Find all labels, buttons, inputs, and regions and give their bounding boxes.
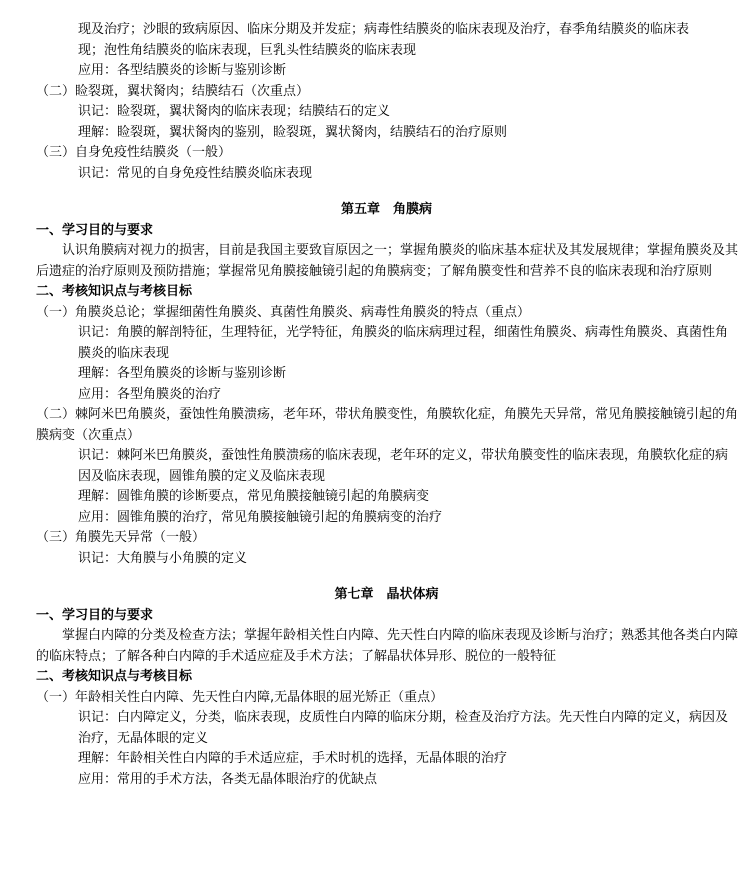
item-heading: （一）年龄相关性白内障、先天性白内障,无晶体眼的屈光矫正（重点） — [36, 689, 444, 705]
understand-line: 理解：年龄相关性白内障的手术适应症，手术时机的选择，无晶体眼的治疗 — [78, 751, 508, 766]
apply-line: 应用：常用的手术方法，各类无晶体眼治疗的优缺点 — [78, 771, 378, 787]
paragraph: 认识角膜病对视力的损害，目前是我国主要致盲原因之一；掌握角膜炎的临床基本症状及其发展规律；掌握角膜炎及其后遗症的治疗原则及预防措施；掌握常见角膜接触镜引起的角膜病变；了解角膜变性和营养不良的临床表现和治疗原则 — [36, 243, 739, 279]
memo-line: 识记：棘阿米巴角膜炎，蚕蚀性角膜溃疡的临床表现，老年环的定义，带状角膜变性的临床表现，角膜软化症的病因及临床表现，圆锥角膜的定义及临床表现 — [78, 448, 729, 484]
item-heading: （三）角膜先天异常（一般） — [36, 530, 206, 545]
text-line: 现及治疗；沙眼的致病原因、临床分期及并发症；病毒性结膜炎的临床表现及治疗，春季角结膜炎的临床表 — [78, 22, 690, 37]
section-heading: 二、考核知识点与考核目标 — [36, 284, 193, 299]
paragraph: 掌握白内障的分类及检查方法；掌握年龄相关性白内障、先天性白内障的临床表现及诊断与治疗；熟悉其他各类白内障的临床特点；了解各种白内障的手术适应症及手术方法；了解晶状体异形、脱位的一般特征 — [36, 628, 739, 664]
memo-line: 识记：白内障定义，分类，临床表现，皮质性白内障的临床分期，检查及治疗方法。先天性白内障的定义，病因及治疗，无晶体眼的定义 — [78, 710, 729, 746]
item-heading: （二）棘阿米巴角膜炎，蚕蚀性角膜溃疡，老年环，带状角膜变性，角膜软化症，角膜先天异常，常见角膜接触镜引起的角膜病变（次重点） — [36, 407, 739, 443]
memo-line: 识记：睑裂斑，翼状胬肉的临床表现；结膜结石的定义 — [78, 104, 391, 119]
item-heading: （三）自身免疫性结膜炎（一般） — [36, 145, 232, 160]
understand-line: 理解：睑裂斑，翼状胬肉的鉴别，睑裂斑，翼状胬肉，结膜结石的治疗原则 — [78, 124, 508, 140]
text-line: 现；泡性角结膜炎的临床表现，巨乳头性结膜炎的临床表现 — [78, 42, 417, 58]
memo-line: 识记：角膜的解剖特征，生理特征，光学特征，角膜炎的临床病理过程，细菌性角膜炎、病毒性角膜炎、真菌性角膜炎的临床表现 — [78, 325, 729, 361]
apply-line: 应用：各型角膜炎的治疗 — [78, 386, 222, 402]
apply-line: 应用：各型结膜炎的诊断与鉴别诊断 — [78, 63, 287, 78]
section-heading: 一、学习目的与要求 — [36, 222, 154, 238]
chapter-title: 第五章 角膜病 — [340, 202, 432, 217]
section-heading: 一、学习目的与要求 — [36, 607, 154, 623]
understand-line: 理解：圆锥角膜的诊断要点，常见角膜接触镜引起的角膜病变 — [78, 489, 430, 504]
section-heading: 二、考核知识点与考核目标 — [36, 669, 193, 684]
memo-line: 识记：常见的自身免疫性结膜炎临床表现 — [78, 165, 313, 181]
memo-line: 识记：大角膜与小角膜的定义 — [78, 550, 248, 566]
chapter-title: 第七章 晶状体病 — [334, 587, 439, 602]
understand-line: 理解：各型角膜炎的诊断与鉴别诊断 — [78, 366, 287, 381]
item-heading: （一）角膜炎总论；掌握细菌性角膜炎、真菌性角膜炎、病毒性角膜炎的特点（重点） — [36, 304, 531, 320]
apply-line: 应用：圆锥角膜的治疗，常见角膜接触镜引起的角膜病变的治疗 — [78, 509, 443, 525]
item-heading: （二）睑裂斑，翼状胬肉；结膜结石（次重点） — [36, 83, 310, 99]
